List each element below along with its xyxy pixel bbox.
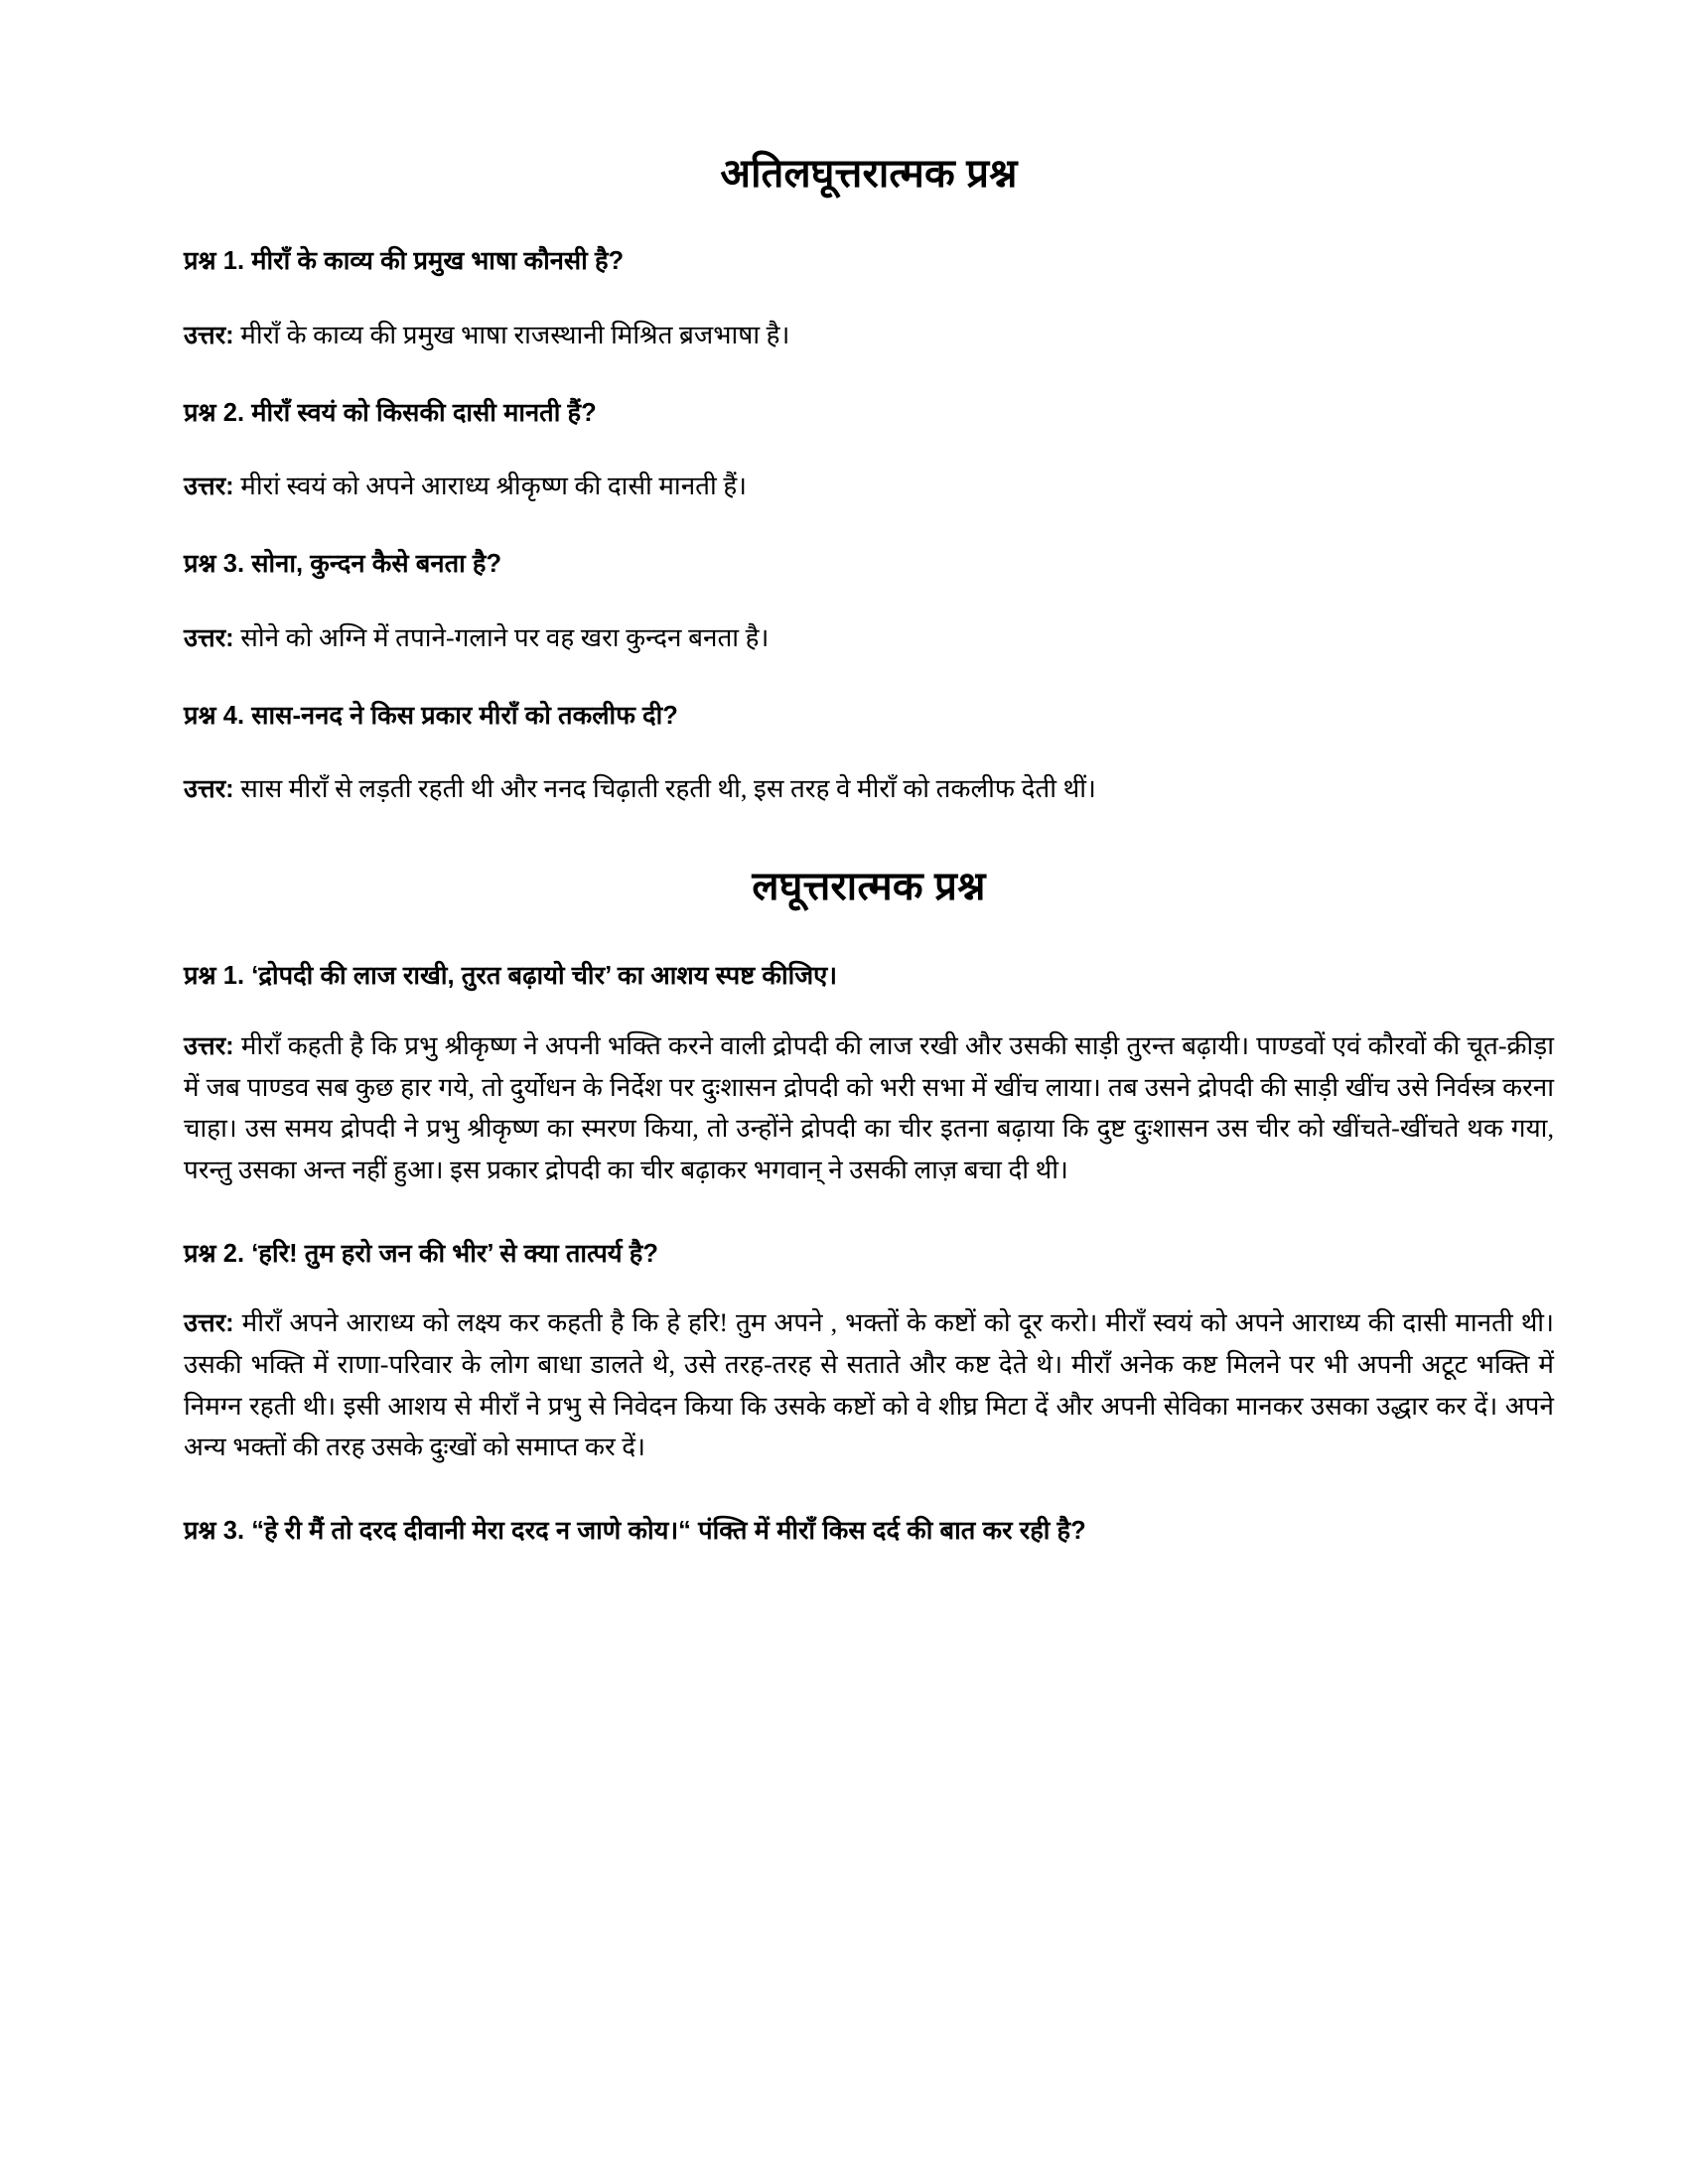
answer-label: उत्तर:: [184, 1031, 234, 1060]
qa-block: [184, 957, 1554, 1190]
answer-body: मीराँ अपने आराध्य को लक्ष्य कर कहती है कि हे हरि! तुम अपने , भक्तों के कष्टों को दूर करो। मीराँ स्वयं को अपने आराध्य की दासी मानती थी। उसकी भक्ति में राणा-परिवार के लोग बाधा डालते थे, उसे तरह-तरह से सताते और कष्ट देते थे। मीराँ अनेक कष्ट मिलने पर भी अपनी अटूट भक्ति में निमग्न रहती थी। इसी आशय से मीराँ ने प्रभु से निवेदन किया कि उसके कष्टों को वे शीघ्र मिटा दें और अपनी सेविका मानकर उसका उद्धार कर दें। अपने अन्य भक्तों की तरह उसके दुःखों को समाप्त कर दें।: [184, 1308, 1554, 1462]
answer-text: [184, 768, 1554, 810]
question-text: प्रश्न 4. सास-ननद ने किस प्रकार मीराँ को तकलीफ दी?: [184, 701, 678, 730]
answer-text: [184, 315, 1554, 356]
qa-block: [184, 545, 1554, 659]
section-heading-short-answer: लघूत्तरात्मक प्रश्न: [752, 865, 986, 909]
answer-label: उत्तर:: [184, 775, 234, 804]
answer-body: सोने को अग्नि में तपाने-गलाने पर वह खरा कुन्दन बनता है।: [233, 622, 770, 652]
answer-label: उत्तर:: [184, 473, 234, 501]
answer-body: सास मीराँ से लड़ती रहती थी और ननद चिढ़ाती रहती थी, इस तरह वे मीराँ को तकलीफ देती थीं।: [233, 774, 1096, 804]
qa-block: [184, 1512, 1554, 1551]
answer-body: मीरां स्वयं को अपने आराध्य श्रीकृष्ण की दासी मानती हैं।: [233, 472, 748, 501]
section-very-short-answer: [184, 149, 1554, 810]
question-text: प्रश्न 3. सोना, कुन्दन कैसे बनता है?: [184, 550, 502, 579]
qa-block: [184, 242, 1554, 356]
section-short-answer: [184, 862, 1554, 1550]
answer-body: मीराँ कहती है कि प्रभु श्रीकृष्ण ने अपनी भक्ति करने वाली द्रोपदी की लाज रखी और उसकी साड़ी तुरन्त बढ़ायी। पाण्डवों एवं कौरवों की चूत-क्रीड़ा में जब पाण्डव सब कुछ हार गये, तो दुर्योधन के निर्देश पर दुःशासन द्रोपदी को भरी सभा में खींच लाया। तब उसने द्रोपदी की साड़ी खींच उसे निर्वस्त्र करना चाहा। उस समय द्रोपदी ने प्रभु श्रीकृष्ण का स्मरण किया, तो उन्होंने द्रोपदी का चीर इतना बढ़ाया कि दुष्ट दुःशासन उस चीर को खींचते-खींचते थक गया, परन्तु उसका अन्त नहीं हुआ। इस प्रकार द्रोपदी का चीर बढ़ाकर भगवान् ने उसकी लाज़ बचा दी थी।: [184, 1030, 1554, 1184]
question-text: प्रश्न 1. ‘द्रोपदी की लाज राखी, तुरत बढ़ायो चीर’ का आशय स्पष्ट कीजिए।: [184, 962, 838, 991]
question-text: प्रश्न 1. मीराँ के काव्य की प्रमुख भाषा कौनसी है?: [184, 247, 625, 275]
qa-block: [184, 394, 1554, 508]
answer-text: [184, 466, 1554, 507]
answer-label: उत्तर:: [184, 321, 234, 349]
question-text: प्रश्न 3. “हे री मैं तो दरद दीवानी मेरा दरद न जाणे कोय।“ पंक्ति में मीराँ किस दर्द की बात कर रही है?: [184, 1516, 1086, 1545]
answer-label: उत्तर:: [184, 623, 234, 652]
question-text: प्रश्न 2. ‘हरि! तुम हरो जन की भीर’ से क्या तात्पर्य है?: [184, 1239, 658, 1268]
section-heading-very-short-answer: अतिलघूत्तरात्मक प्रश्न: [720, 152, 1018, 196]
answer-text: [184, 617, 1554, 659]
qa-block: [184, 697, 1554, 811]
question-text: प्रश्न 2. मीराँ स्वयं को किसकी दासी मानती हैं?: [184, 398, 597, 427]
answer-label: उत्तर:: [184, 1309, 234, 1338]
answer-text: [184, 1025, 1554, 1191]
qa-block: [184, 1235, 1554, 1468]
answer-body: मीराँ के काव्य की प्रमुख भाषा राजस्थानी मिश्रित ब्रजभाषा है।: [233, 320, 790, 349]
answer-text: [184, 1302, 1554, 1468]
